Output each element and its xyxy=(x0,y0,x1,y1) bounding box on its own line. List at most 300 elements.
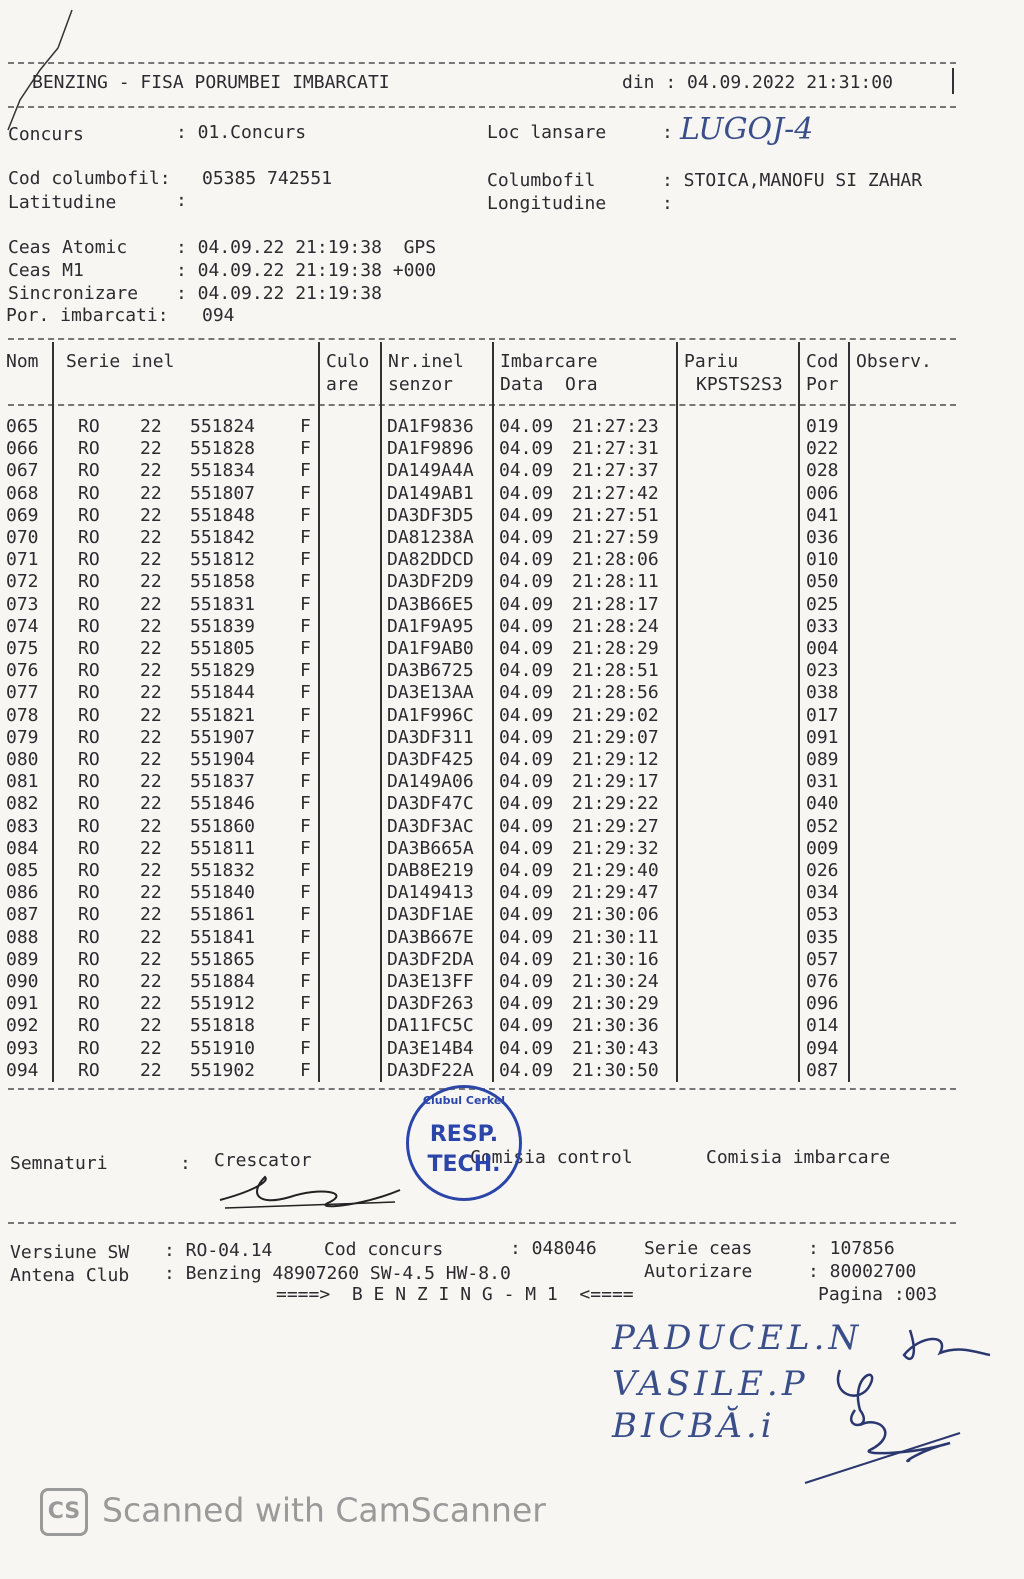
row-nom: 081 xyxy=(6,771,39,793)
col-header-senzor: senzor xyxy=(388,374,454,395)
row-year: 22 xyxy=(140,593,162,615)
row-sex: F xyxy=(300,438,311,460)
row-cod: 036 xyxy=(806,527,839,548)
row-sex: F xyxy=(300,793,311,815)
row-nom: 091 xyxy=(6,993,39,1015)
row-time: 21:27:37 xyxy=(572,460,659,482)
table-row xyxy=(0,527,960,549)
row-sensor: DA149A4A xyxy=(387,460,474,482)
row-country: RO xyxy=(78,1015,100,1037)
row-country: RO xyxy=(78,704,100,726)
row-nom: 082 xyxy=(6,793,39,815)
row-cod: 057 xyxy=(806,948,839,970)
row-time: 21:28:56 xyxy=(572,682,659,704)
row-ring: 551902 xyxy=(190,1059,256,1081)
row-year: 22 xyxy=(140,638,162,659)
row-cod: 033 xyxy=(806,615,839,637)
table-row xyxy=(0,682,960,704)
sincronizare-value: : 04.09.22 21:19:38 xyxy=(176,283,382,304)
row-sensor: DA3DF311 xyxy=(387,726,474,748)
row-nom: 076 xyxy=(6,660,39,682)
row-sex: F xyxy=(300,504,311,526)
row-country: RO xyxy=(78,438,100,460)
row-sensor: DA3DF2D9 xyxy=(387,571,474,593)
row-sex: F xyxy=(300,904,311,926)
row-sensor: DA1F996C xyxy=(387,704,474,726)
row-cod: 089 xyxy=(806,749,839,770)
row-country: RO xyxy=(78,926,100,948)
club-stamp xyxy=(406,1085,522,1201)
table-row xyxy=(0,460,960,482)
row-country: RO xyxy=(78,904,100,926)
row-sensor: DA149AB1 xyxy=(387,482,474,504)
row-nom: 094 xyxy=(6,1059,39,1081)
row-time: 21:28:11 xyxy=(572,571,659,593)
row-date: 04.09 xyxy=(499,527,554,548)
autorizare-label: Autorizare xyxy=(644,1261,753,1282)
row-sex: F xyxy=(300,815,311,837)
row-ring: 551832 xyxy=(190,860,256,881)
row-year: 22 xyxy=(140,971,162,992)
row-time: 21:29:07 xyxy=(572,726,659,748)
row-date: 04.09 xyxy=(499,926,554,948)
cod-columbofil-value: 05385 742551 xyxy=(202,168,333,189)
ceas-m1-label: Ceas M1 xyxy=(8,260,84,281)
versiune-value: : RO-04.14 xyxy=(164,1240,273,1261)
row-time: 21:30:16 xyxy=(572,948,659,970)
antena-value: : Benzing 48907260 SW-4.5 HW-8.0 xyxy=(164,1263,511,1284)
row-ring: 551907 xyxy=(190,726,256,748)
row-sensor: DA3DF22A xyxy=(387,1059,474,1081)
row-sensor: DA1F9A95 xyxy=(387,615,474,637)
col-header-pariu: Pariu xyxy=(684,351,739,372)
row-ring: 551837 xyxy=(190,771,256,793)
handwritten-name-3: BICBĂ.i xyxy=(612,1406,776,1446)
table-header-divider xyxy=(8,404,956,406)
por-imbarcati-label: Por. imbarcati: xyxy=(6,305,169,326)
row-sex: F xyxy=(300,482,311,504)
row-cod: 023 xyxy=(806,660,839,682)
row-year: 22 xyxy=(140,527,162,548)
row-sex: F xyxy=(300,682,311,704)
table-row xyxy=(0,727,960,749)
row-ring: 551910 xyxy=(190,1037,256,1059)
row-sensor: DA82DDCD xyxy=(387,549,474,571)
table-row xyxy=(0,949,960,971)
col-header-observ: Observ. xyxy=(856,351,932,372)
row-date: 04.09 xyxy=(499,682,554,704)
row-sensor: DA3B667E xyxy=(387,926,474,948)
row-sex: F xyxy=(300,704,311,726)
table-row xyxy=(0,860,960,882)
row-ring: 551805 xyxy=(190,638,256,659)
row-country: RO xyxy=(78,660,100,682)
row-time: 21:30:11 xyxy=(572,926,659,948)
row-time: 21:30:29 xyxy=(572,993,659,1015)
row-year: 22 xyxy=(140,726,162,748)
row-ring: 551848 xyxy=(190,504,256,526)
row-sensor: DA11FC5C xyxy=(387,1015,474,1037)
row-date: 04.09 xyxy=(499,1015,554,1037)
row-sensor: DA3DF3AC xyxy=(387,815,474,837)
row-date: 04.09 xyxy=(499,482,554,504)
handwritten-name-1: PADUCEL.N xyxy=(612,1318,863,1358)
row-sex: F xyxy=(300,726,311,748)
row-year: 22 xyxy=(140,1059,162,1081)
row-sensor: DA3E13AA xyxy=(387,682,474,704)
row-ring: 551842 xyxy=(190,527,256,548)
signatures-label: Semnaturi xyxy=(10,1153,108,1174)
row-sensor: DA3DF3D5 xyxy=(387,504,474,526)
row-year: 22 xyxy=(140,837,162,859)
row-nom: 085 xyxy=(6,860,39,881)
row-time: 21:29:27 xyxy=(572,815,659,837)
table-row xyxy=(0,1038,960,1060)
row-year: 22 xyxy=(140,904,162,926)
row-sensor: DA1F9836 xyxy=(387,416,474,437)
row-sensor: DA3DF47C xyxy=(387,793,474,815)
row-sex: F xyxy=(300,460,311,482)
row-cod: 025 xyxy=(806,593,839,615)
row-cod: 094 xyxy=(806,1037,839,1059)
row-cod: 031 xyxy=(806,771,839,793)
row-time: 21:29:02 xyxy=(572,704,659,726)
row-year: 22 xyxy=(140,504,162,526)
table-row xyxy=(0,616,960,638)
table-row xyxy=(0,1060,960,1082)
row-nom: 087 xyxy=(6,904,39,926)
comisia-control-label: Comisia control xyxy=(470,1147,633,1168)
row-year: 22 xyxy=(140,771,162,793)
row-cod: 010 xyxy=(806,549,839,571)
table-row xyxy=(0,483,960,505)
row-sex: F xyxy=(300,638,311,659)
row-time: 21:30:36 xyxy=(572,1015,659,1037)
row-cod: 096 xyxy=(806,993,839,1015)
row-cod: 053 xyxy=(806,904,839,926)
row-country: RO xyxy=(78,416,100,437)
row-date: 04.09 xyxy=(499,416,554,437)
ceas-atomic-value: : 04.09.22 21:19:38 GPS xyxy=(176,237,437,258)
table-row xyxy=(0,816,960,838)
row-date: 04.09 xyxy=(499,948,554,970)
table-row xyxy=(0,1015,960,1037)
row-date: 04.09 xyxy=(499,549,554,571)
row-sex: F xyxy=(300,1059,311,1081)
row-sex: F xyxy=(300,860,311,881)
row-ring: 551858 xyxy=(190,571,256,593)
serie-ceas-label: Serie ceas xyxy=(644,1238,753,1259)
table-row xyxy=(0,838,960,860)
row-ring: 551840 xyxy=(190,882,256,904)
row-nom: 066 xyxy=(6,438,39,460)
row-ring: 551828 xyxy=(190,438,256,460)
table-row xyxy=(0,571,960,593)
row-sensor: DAB8E219 xyxy=(387,860,474,881)
row-date: 04.09 xyxy=(499,749,554,770)
antena-label: Antena Club xyxy=(10,1265,130,1286)
row-sex: F xyxy=(300,1015,311,1037)
row-ring: 551904 xyxy=(190,749,256,770)
row-nom: 069 xyxy=(6,504,39,526)
corner-pen-mark xyxy=(0,0,80,140)
row-year: 22 xyxy=(140,704,162,726)
row-year: 22 xyxy=(140,993,162,1015)
row-nom: 090 xyxy=(6,971,39,992)
row-country: RO xyxy=(78,460,100,482)
stamp-line-1: RESP. xyxy=(429,1122,499,1147)
row-nom: 084 xyxy=(6,837,39,859)
row-time: 21:28:17 xyxy=(572,593,659,615)
row-sex: F xyxy=(300,1037,311,1059)
benzing-banner: ====> B E N Z I N G - M 1 <==== xyxy=(276,1284,634,1305)
table-row xyxy=(0,882,960,904)
loc-lansare-colon: : xyxy=(662,122,673,143)
row-sex: F xyxy=(300,527,311,548)
row-time: 21:27:42 xyxy=(572,482,659,504)
row-date: 04.09 xyxy=(499,793,554,815)
row-date: 04.09 xyxy=(499,815,554,837)
signatures-colon: : xyxy=(180,1153,191,1174)
camscanner-watermark xyxy=(40,1488,546,1536)
col-header-culoare: Culo xyxy=(326,351,370,372)
stamp-arc-text: Clubul Cerkel xyxy=(422,1094,506,1107)
row-year: 22 xyxy=(140,549,162,571)
row-nom: 070 xyxy=(6,527,39,548)
row-year: 22 xyxy=(140,416,162,437)
row-cod: 014 xyxy=(806,1015,839,1037)
row-sensor: DA3DF2DA xyxy=(387,948,474,970)
row-sex: F xyxy=(300,771,311,793)
row-ring: 551824 xyxy=(190,416,256,437)
row-cod: 006 xyxy=(806,482,839,504)
row-ring: 551912 xyxy=(190,993,256,1015)
row-year: 22 xyxy=(140,882,162,904)
col-header-cod: Cod xyxy=(806,351,839,372)
row-nom: 083 xyxy=(6,815,39,837)
row-sensor: DA149413 xyxy=(387,882,474,904)
row-year: 22 xyxy=(140,660,162,682)
row-date: 04.09 xyxy=(499,615,554,637)
table-top-divider xyxy=(8,338,956,340)
row-cod: 017 xyxy=(806,704,839,726)
row-cod: 026 xyxy=(806,860,839,881)
row-year: 22 xyxy=(140,438,162,460)
table-row xyxy=(0,971,960,993)
table-row xyxy=(0,638,960,660)
row-sensor: DA3B6725 xyxy=(387,660,474,682)
row-cod: 038 xyxy=(806,682,839,704)
row-sensor: DA1F9AB0 xyxy=(387,638,474,659)
row-ring: 551834 xyxy=(190,460,256,482)
table-row xyxy=(0,771,960,793)
row-nom: 078 xyxy=(6,704,39,726)
footer-divider xyxy=(8,1222,956,1224)
concurs-label: Concurs xyxy=(8,124,84,145)
table-row xyxy=(0,549,960,571)
crescator-signature xyxy=(210,1172,410,1217)
sincronizare-label: Sincronizare xyxy=(8,283,139,304)
longitudine-label: Longitudine xyxy=(487,193,607,214)
row-time: 21:27:31 xyxy=(572,438,659,460)
table-row xyxy=(0,927,960,949)
row-country: RO xyxy=(78,504,100,526)
row-country: RO xyxy=(78,837,100,859)
row-sex: F xyxy=(300,837,311,859)
row-ring: 551829 xyxy=(190,660,256,682)
row-ring: 551839 xyxy=(190,615,256,637)
loc-lansare-handwritten: LUGOJ-4 xyxy=(680,112,814,147)
longitudine-value: : xyxy=(662,193,673,214)
row-year: 22 xyxy=(140,682,162,704)
row-sensor: DA149A06 xyxy=(387,771,474,793)
row-time: 21:27:23 xyxy=(572,416,659,437)
cod-columbofil-label: Cod columbofil: xyxy=(8,168,171,189)
row-time: 21:29:22 xyxy=(572,793,659,815)
row-time: 21:29:32 xyxy=(572,837,659,859)
title-border xyxy=(952,68,954,94)
row-country: RO xyxy=(78,726,100,748)
row-cod: 019 xyxy=(806,416,839,437)
row-time: 21:29:40 xyxy=(572,860,659,881)
row-ring: 551861 xyxy=(190,904,256,926)
table-row xyxy=(0,705,960,727)
serie-ceas-value: : 107856 xyxy=(808,1238,895,1259)
table-row xyxy=(0,793,960,815)
table-row xyxy=(0,660,960,682)
row-year: 22 xyxy=(140,571,162,593)
row-date: 04.09 xyxy=(499,1037,554,1059)
row-date: 04.09 xyxy=(499,593,554,615)
row-date: 04.09 xyxy=(499,638,554,659)
table-row xyxy=(0,416,960,438)
row-date: 04.09 xyxy=(499,571,554,593)
row-sex: F xyxy=(300,749,311,770)
row-country: RO xyxy=(78,482,100,504)
row-nom: 068 xyxy=(6,482,39,504)
document-title: BENZING - FISA PORUMBEI IMBARCATI xyxy=(32,72,390,93)
row-cod: 052 xyxy=(806,815,839,837)
row-year: 22 xyxy=(140,793,162,815)
row-time: 21:28:29 xyxy=(572,638,659,659)
row-date: 04.09 xyxy=(499,726,554,748)
por-imbarcati-value: 094 xyxy=(202,305,235,326)
row-nom: 089 xyxy=(6,948,39,970)
row-year: 22 xyxy=(140,815,162,837)
col-header-nom: Nom xyxy=(6,351,39,372)
row-cod: 009 xyxy=(806,837,839,859)
row-time: 21:28:06 xyxy=(572,549,659,571)
row-sex: F xyxy=(300,971,311,992)
versiune-label: Versiune SW xyxy=(10,1242,130,1263)
row-date: 04.09 xyxy=(499,771,554,793)
row-nom: 080 xyxy=(6,749,39,770)
commission-signatures xyxy=(800,1315,1000,1490)
row-nom: 067 xyxy=(6,460,39,482)
row-nom: 093 xyxy=(6,1037,39,1059)
row-country: RO xyxy=(78,549,100,571)
latitudine-value: : xyxy=(176,190,187,211)
row-cod: 022 xyxy=(806,438,839,460)
row-cod: 041 xyxy=(806,504,839,526)
row-country: RO xyxy=(78,1059,100,1081)
row-time: 21:27:59 xyxy=(572,527,659,548)
row-ring: 551807 xyxy=(190,482,256,504)
row-year: 22 xyxy=(140,482,162,504)
row-date: 04.09 xyxy=(499,904,554,926)
row-date: 04.09 xyxy=(499,860,554,881)
row-ring: 551884 xyxy=(190,971,256,992)
row-nom: 065 xyxy=(6,416,39,437)
camscanner-logo-icon: CS xyxy=(40,1488,88,1536)
row-time: 21:28:51 xyxy=(572,660,659,682)
row-year: 22 xyxy=(140,948,162,970)
ceas-atomic-label: Ceas Atomic xyxy=(8,237,128,258)
row-date: 04.09 xyxy=(499,704,554,726)
row-sensor: DA3DF1AE xyxy=(387,904,474,926)
row-sex: F xyxy=(300,593,311,615)
row-time: 21:30:24 xyxy=(572,971,659,992)
print-date: din : 04.09.2022 21:31:00 xyxy=(622,72,893,93)
loc-lansare-label: Loc lansare xyxy=(487,122,607,143)
divider xyxy=(8,106,956,108)
row-time: 21:29:47 xyxy=(572,882,659,904)
row-date: 04.09 xyxy=(499,460,554,482)
row-year: 22 xyxy=(140,615,162,637)
comisia-imbarcare-label: Comisia imbarcare xyxy=(706,1147,891,1168)
row-time: 21:29:12 xyxy=(572,749,659,770)
col-header-por: Por xyxy=(806,374,839,395)
row-sensor: DA3DF263 xyxy=(387,993,474,1015)
col-header-nr-inel: Nr.inel xyxy=(388,351,464,372)
row-cod: 028 xyxy=(806,460,839,482)
row-sex: F xyxy=(300,882,311,904)
row-nom: 092 xyxy=(6,1015,39,1037)
table-row xyxy=(0,904,960,926)
row-time: 21:30:06 xyxy=(572,904,659,926)
row-country: RO xyxy=(78,793,100,815)
row-sensor: DA3E13FF xyxy=(387,971,474,992)
concurs-value: : 01.Concurs xyxy=(176,122,307,143)
row-country: RO xyxy=(78,815,100,837)
row-time: 21:29:17 xyxy=(572,771,659,793)
row-sex: F xyxy=(300,993,311,1015)
row-ring: 551811 xyxy=(190,837,256,859)
watermark-text: Scanned with CamScanner xyxy=(102,1490,546,1530)
row-cod: 035 xyxy=(806,926,839,948)
row-date: 04.09 xyxy=(499,837,554,859)
cod-concurs-label: Cod concurs xyxy=(324,1239,444,1260)
row-country: RO xyxy=(78,615,100,637)
columbofil-label: Columbofil xyxy=(487,170,596,191)
row-country: RO xyxy=(78,682,100,704)
row-time: 21:28:24 xyxy=(572,615,659,637)
row-year: 22 xyxy=(140,749,162,770)
row-date: 04.09 xyxy=(499,882,554,904)
row-date: 04.09 xyxy=(499,1059,554,1081)
row-sex: F xyxy=(300,416,311,437)
row-year: 22 xyxy=(140,860,162,881)
row-country: RO xyxy=(78,882,100,904)
row-date: 04.09 xyxy=(499,993,554,1015)
row-country: RO xyxy=(78,638,100,659)
row-ring: 551846 xyxy=(190,793,256,815)
col-header-kpsts: KPSTS2S3 xyxy=(696,374,783,395)
row-time: 21:30:50 xyxy=(572,1059,659,1081)
row-cod: 034 xyxy=(806,882,839,904)
row-year: 22 xyxy=(140,926,162,948)
row-country: RO xyxy=(78,948,100,970)
